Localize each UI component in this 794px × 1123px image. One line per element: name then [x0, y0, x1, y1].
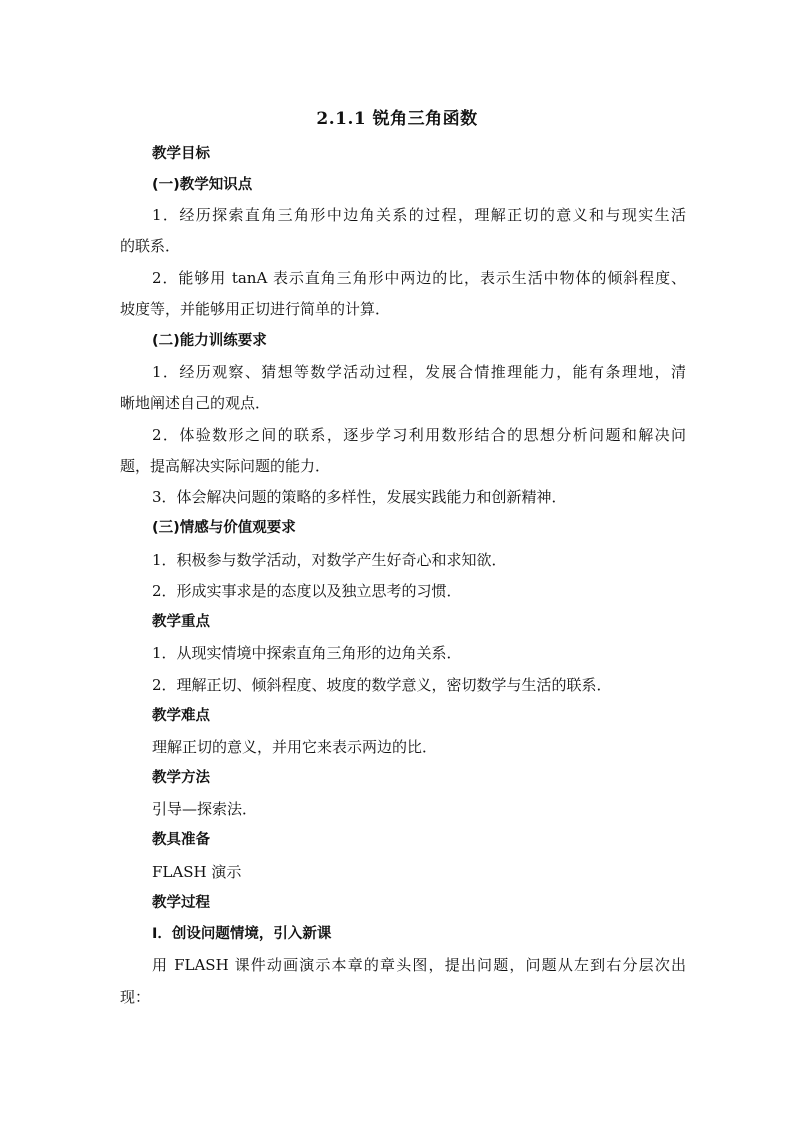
document-title: 2.1.1 锐角三角函数: [316, 109, 478, 129]
section-heading: Ⅰ．创设问题情境，引入新课: [152, 926, 332, 942]
subheading-knowledge: (一)教学知识点: [152, 177, 253, 193]
paragraph-line: FLASH 演示: [152, 863, 242, 881]
heading-process: 教学过程: [152, 895, 210, 911]
paragraph-line: 1．从现实情境中探索直角三角形的边角关系．: [152, 644, 462, 662]
paragraph-line: 2．形成实事求是的态度以及独立思考的习惯．: [152, 582, 462, 600]
paragraph-line: 引导—探索法．: [152, 800, 258, 818]
paragraph-line: 2．理解正切、倾斜程度、坡度的数学意义，密切数学与生活的联系．: [152, 676, 612, 694]
paragraph-line: 1．积极参与数学活动，对数学产生好奇心和求知欲．: [152, 551, 507, 569]
paragraph-line: 用 FLASH 课件动画演示本章的章头图，提出问题，问题从左到右分层次出: [152, 956, 686, 974]
paragraph-line: 题，提高解决实际问题的能力．: [120, 457, 331, 475]
heading-teaching-goals: 教学目标: [152, 146, 210, 162]
paragraph-line: 1．经历观察、猜想等数学活动过程，发展合情推理能力，能有条理地，清: [152, 363, 686, 381]
paragraph-line: 现：: [120, 988, 151, 1006]
paragraph-line: 2．体验数形之间的联系，逐步学习利用数形结合的思想分析问题和解决问: [152, 426, 686, 444]
subheading-emotion: (三)情感与价值观要求: [152, 520, 296, 536]
paragraph-line: 3．体会解决问题的策略的多样性，发展实践能力和创新精神．: [152, 488, 567, 506]
heading-difficulty: 教学难点: [152, 708, 210, 724]
paragraph-line: 1．经历探索直角三角形中边角关系的过程，理解正切的意义和与现实生活: [152, 206, 686, 224]
paragraph-line: 晰地阐述自己的观点．: [120, 394, 271, 412]
heading-tools: 教具准备: [152, 832, 210, 848]
subheading-ability: (二)能力训练要求: [152, 333, 267, 349]
heading-key-points: 教学重点: [152, 614, 210, 630]
paragraph-line: 坡度等，并能够用正切进行简单的计算．: [120, 300, 391, 318]
paragraph-line: 理解正切的意义，并用它来表示两边的比．: [152, 738, 438, 756]
paragraph-line: 的联系．: [120, 237, 181, 255]
paragraph-line: 2．能够用 tanA 表示直角三角形中两边的比，表示生活中物体的倾斜程度、: [152, 269, 686, 287]
heading-method: 教学方法: [152, 770, 210, 786]
